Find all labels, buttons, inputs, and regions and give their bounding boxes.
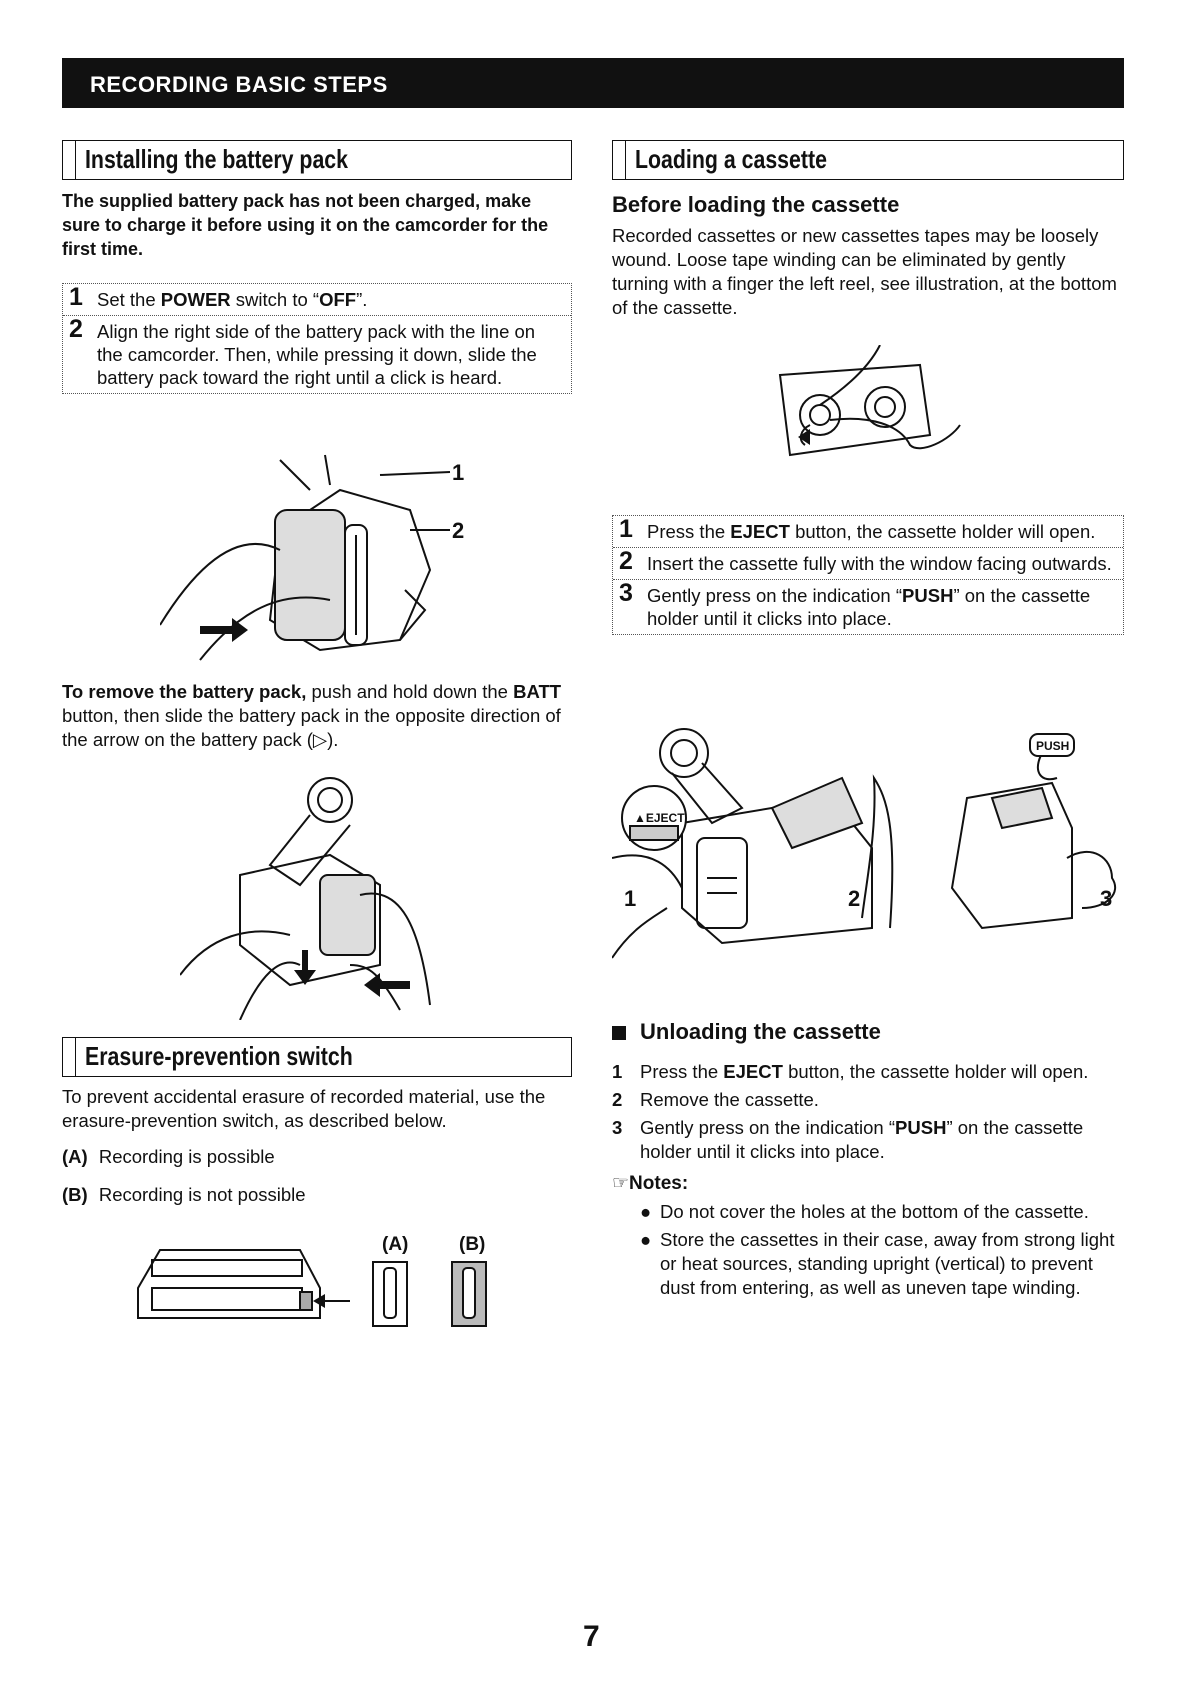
step-bold: PUSH [902, 585, 954, 606]
remove-bold: To remove the battery pack, [62, 681, 307, 702]
cassette-reel-illustration [770, 345, 970, 475]
item-bold: EJECT [723, 1061, 783, 1082]
before-loading-text: Recorded cassettes or new cassettes tapes may be loosely wound. Loose tape winding can be eliminated by gently turning with a finger the left reel, see illustration, at the bottom of the cassette. [612, 225, 1117, 318]
item-text: Gently press on the indication “ [640, 1117, 896, 1138]
notes-header [612, 1172, 688, 1195]
unloading-item-3 [612, 1116, 1122, 1164]
loading-callout-2: 2 [848, 886, 861, 911]
erasure-fig-b-label: (B) [459, 1234, 486, 1255]
step-text: Gently press on the indication “ [647, 585, 903, 606]
remove-text: push and hold down the [306, 681, 514, 702]
before-loading-subhead: Before loading the cassette [612, 192, 900, 217]
step-text: ” on the cassette holder until it clicks into place. [647, 585, 1091, 629]
unloading-title: Unloading the cassette [640, 1019, 881, 1044]
cassette-loading-illustration [612, 728, 1127, 963]
battery-callout-2: 2 [452, 518, 465, 543]
note-item-2 [640, 1228, 1122, 1300]
item-bold: PUSH [895, 1117, 947, 1138]
step-text: Set the [97, 289, 161, 310]
step-text: button, the cassette holder will open. [789, 521, 1096, 542]
loading-callout-1: 1 [624, 886, 637, 911]
erasure-switch-illustration [130, 1228, 500, 1330]
battery-steps-box [62, 283, 572, 394]
note-text: Store the cassettes in their case, away from strong light or heat sources, standing upright (vertical) to prevent dust from entering, as well as uneven tape winding. [660, 1229, 1115, 1298]
step-number: 1 [619, 515, 633, 543]
step-text: Align the right side of the battery pack with the line on the camcorder. Then, while pressing it down, slide the battery pack toward the right until a click is heard. [97, 321, 537, 388]
batt-label: BATT [513, 681, 562, 702]
erasure-fig-a-label: (A) [382, 1234, 409, 1255]
loading-step-3 [613, 580, 1123, 634]
loading-section-title: Loading a cassette [635, 144, 827, 174]
step-bold: POWER [160, 289, 231, 310]
page-number: 7 [583, 1620, 600, 1653]
battery-step-1 [63, 284, 571, 316]
note-item-1 [640, 1200, 1122, 1224]
item-text: Remove the cassette. [640, 1089, 819, 1110]
option-b-text: Recording is not possible [98, 1184, 306, 1205]
erasure-text: To prevent accidental erasure of recorded material, use the erasure-prevention switch, as described below. [62, 1086, 546, 1131]
battery-remove-text [62, 680, 567, 752]
loading-callout-3: 3 [1100, 886, 1113, 911]
step-text: switch to “ [230, 289, 320, 310]
option-a-label: (A) [62, 1146, 88, 1167]
pointing-hand-icon: ☞ [612, 1173, 630, 1194]
eject-button-label: ▲EJECT [634, 811, 685, 825]
item-text: button, the cassette holder will open. [782, 1061, 1089, 1082]
battery-remove-illustration [180, 775, 460, 1020]
loading-step-1 [613, 516, 1123, 548]
section-header-title: RECORDING BASIC STEPS [90, 72, 388, 97]
erasure-section-title-box [62, 1037, 572, 1077]
push-label: PUSH [1036, 739, 1070, 753]
unloading-item-1 [612, 1060, 1122, 1084]
item-number: 3 [612, 1117, 623, 1138]
step-text: Insert the cassette fully with the window facing outwards. [647, 553, 1112, 574]
step-number: 2 [69, 315, 83, 343]
item-text: ” on the cassette holder until it clicks into place. [640, 1117, 1084, 1162]
bullet-icon: ● [640, 1201, 652, 1222]
note-text: Do not cover the holes at the bottom of the cassette. [660, 1201, 1089, 1222]
option-a-text: Recording is possible [98, 1146, 275, 1167]
battery-section-title: Installing the battery pack [85, 144, 349, 174]
step-text: Press the [647, 521, 731, 542]
erasure-option-b [62, 1184, 306, 1206]
erasure-option-a [62, 1146, 275, 1168]
step-number: 1 [69, 283, 83, 311]
loading-section-title-box [612, 140, 1124, 180]
remove-text: button, then slide the battery pack in the opposite direction of the arrow on the battery pack (▷). [62, 705, 561, 750]
unloading-square-icon [612, 1026, 626, 1040]
battery-install-illustration [160, 450, 490, 665]
notes-title: Notes: [629, 1173, 689, 1194]
step-text: ”. [356, 289, 368, 310]
step-bold: OFF [319, 289, 357, 310]
battery-section-title-box [62, 140, 572, 180]
option-b-label: (B) [62, 1184, 88, 1205]
bullet-icon: ● [640, 1229, 652, 1250]
section-header-bar [62, 58, 1124, 108]
loading-step-2 [613, 548, 1123, 580]
loading-steps-box [612, 515, 1124, 635]
battery-step-2 [63, 316, 571, 393]
erasure-section-title: Erasure-prevention switch [85, 1041, 353, 1071]
item-number: 1 [612, 1061, 623, 1082]
item-text: Press the [640, 1061, 724, 1082]
step-number: 3 [619, 579, 633, 607]
item-number: 2 [612, 1089, 623, 1110]
step-bold: EJECT [730, 521, 790, 542]
battery-callout-1: 1 [452, 460, 465, 485]
unloading-item-2 [612, 1088, 1122, 1112]
step-number: 2 [619, 547, 633, 575]
battery-intro: The supplied battery pack has not been charged, make sure to charge it before using it on the camcorder for the first time. [62, 191, 549, 259]
